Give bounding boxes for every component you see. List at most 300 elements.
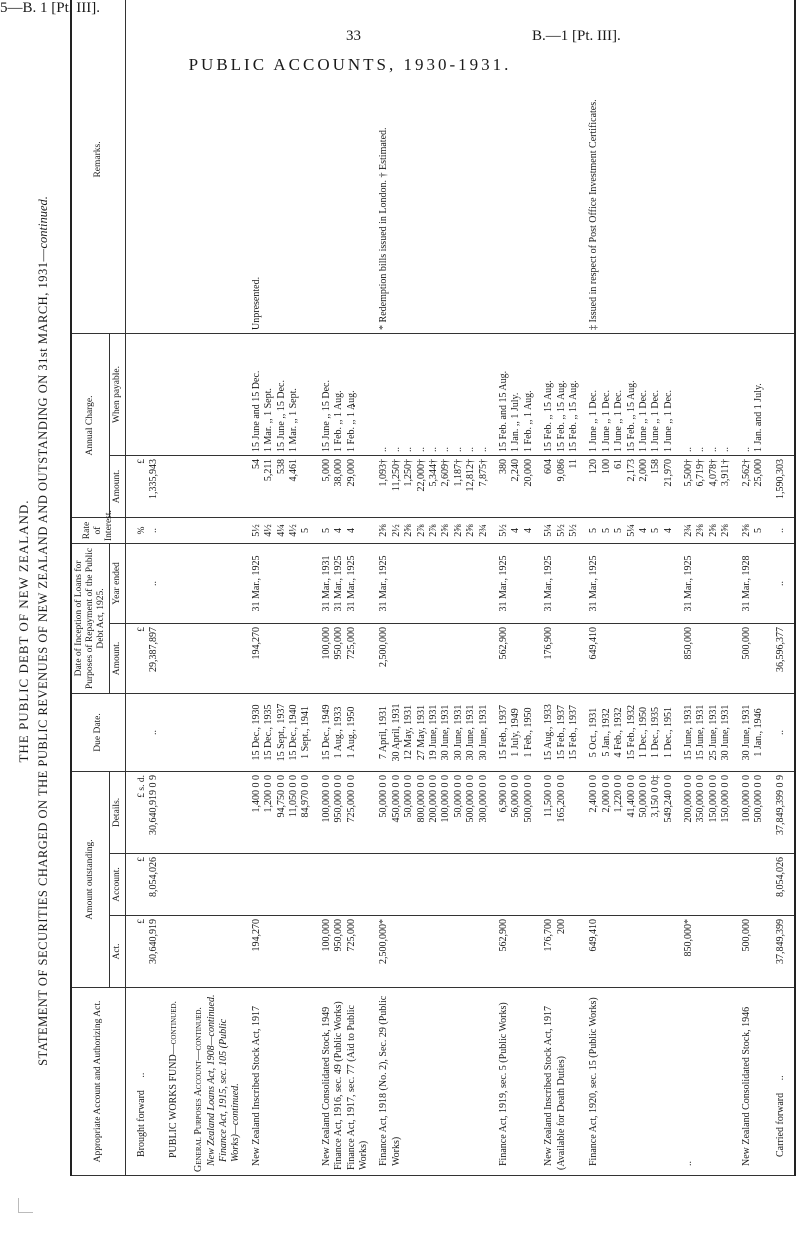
payable-line: .. [707, 446, 719, 452]
inception-amount-cell [243, 623, 313, 693]
payable-cell [580, 333, 675, 455]
due-date-line: 12 May, 1931 [403, 704, 415, 761]
inception-amount-value: 2,500,000 [378, 626, 390, 667]
due-date-line: 30 June, 1931 [477, 704, 489, 761]
inception-year-line: 31 Mar., 1931 [320, 555, 332, 612]
header-rate: Rate of Interest. [71, 517, 125, 543]
act-line: 200 [555, 919, 567, 934]
fund-heading: PUBLIC WORKS FUND—continued. [168, 1000, 180, 1158]
details-line: 11,050 0 0 [288, 774, 300, 818]
header-acct: Account. [109, 854, 125, 916]
account-line: Finance Act, 1920, sec. 15 (Public Works) [588, 997, 600, 1166]
payable-line: 1 Feb. ,, 1 Aug. [333, 390, 345, 452]
act-cell [535, 916, 580, 988]
loans-act-heading: New Zealand Loans Act, 1908—continued. [205, 994, 217, 1166]
header-account: Appropriate Account and Authorizing Act. [71, 988, 125, 1176]
due-date-line: 19 June, 1931 [428, 704, 440, 761]
bf-inc-year-dots: .. [148, 580, 160, 586]
bf-payable-cell [125, 333, 160, 455]
payable-line: .. [428, 446, 440, 452]
annual-amount-cell [675, 455, 733, 517]
account-heading: General Purposes Account—continued. [193, 1007, 205, 1172]
annual-amount-line: 61 [613, 458, 625, 469]
details-line: 725,000 0 0 [345, 774, 357, 823]
act-cell [675, 916, 733, 988]
security-group-row [243, 0, 313, 1176]
finance-1915-heading: Finance Act, 1915, sec. 105 (Public Works)—continued. [218, 1018, 242, 1162]
annual-amount-line: 9,086 [555, 458, 567, 482]
act-value: 500,000 [740, 919, 752, 952]
due-date-line: 1 Dec., 1935 [650, 706, 662, 759]
due-date-line: 15 Sept., 1937 [275, 703, 287, 762]
details-line: 3,150 0 0‡ [650, 774, 662, 818]
cf-due-cell [765, 693, 794, 771]
details-line: 450,000 0 0 [390, 774, 402, 823]
account-cell [243, 988, 313, 1176]
act-cell [313, 916, 371, 988]
payable-cell [490, 333, 535, 455]
remarks-cell [675, 0, 733, 333]
act-value: 194,270 [250, 919, 262, 952]
details-cell [243, 771, 313, 853]
brought-forward-dots: .. [135, 1072, 147, 1078]
cf-payable-cell [765, 333, 794, 455]
details-line: 2,400 0 0 [588, 774, 600, 813]
details-line: 200,000 0 0 [428, 774, 440, 823]
annual-amount-line: 158 [650, 458, 662, 474]
rate-cell [313, 517, 371, 543]
publication-title: PUBLIC ACCOUNTS, 1930-1931. [188, 55, 512, 74]
account-cell [313, 988, 371, 1176]
annual-amount-line: 12,812† [465, 458, 477, 492]
due-date-line: 15 Dec., 1940 [288, 704, 300, 761]
inception-amount-line: 100,000 [320, 626, 332, 660]
unit-details: £ s. d. [136, 774, 147, 798]
annual-amount-line: 20,000 [522, 458, 534, 487]
payable-line: 1 June ,, 1 Dec. [637, 390, 649, 452]
due-date-cell [313, 693, 371, 771]
account-cell [580, 988, 675, 1176]
payable-line: .. [440, 446, 452, 452]
payable-line: 1 Mar. ,, 1 Sept. [263, 388, 275, 452]
details-line: 500,000 0 0 [753, 774, 765, 823]
payable-line: .. [415, 446, 427, 452]
rate-line: 2⅝ [740, 524, 752, 537]
bf-inc-amount: 29,387,897 [148, 626, 160, 672]
rate-line: 4½ [288, 524, 300, 537]
rate-line: 5½ [250, 524, 262, 537]
details-line: 50,000 0 0 [378, 774, 390, 818]
remarks-cell [490, 0, 535, 333]
inception-amount-value: 562,900 [497, 626, 509, 660]
bf-act-cell [125, 916, 160, 988]
statement-title: THE PUBLIC DEBT OF NEW ZEALAND. [16, 499, 31, 763]
inception-year-line: 31 Mar., 1925 [345, 555, 357, 612]
payable-line: 1 Feb. ,, 1 Aug. [522, 390, 534, 452]
inception-amount-line: 950,000 [333, 626, 345, 660]
details-line: 100,000 0 0 [440, 774, 452, 823]
remarks-cell [370, 0, 490, 333]
account-cell [733, 988, 766, 1176]
annual-amount-line: 38,000 [333, 458, 345, 487]
payable-line: 15 June ,, 15 Dec. [320, 380, 332, 452]
rotated-statement [16, 86, 787, 1176]
due-date-line: 1 Dec., 1950 [637, 706, 649, 759]
remarks-cell [580, 0, 675, 333]
due-date-line: 30 June, 1931 [465, 704, 477, 761]
remarks-cell [733, 0, 766, 333]
rate-cell [733, 517, 766, 543]
account-line: Finance Act, 1919, sec. 5 (Public Works) [497, 1002, 509, 1166]
details-line: 50,000 0 0 [452, 774, 464, 818]
inception-amount-value: 649,410 [588, 626, 600, 660]
payable-cell [313, 333, 371, 455]
act-line: 725,000 [345, 919, 357, 952]
payable-line: 1 June ,, 1 Dec. [613, 390, 625, 452]
payable-line: .. [740, 446, 752, 452]
inception-year-value: 31 Mar., 1925 [588, 555, 600, 612]
inception-amount-cell [675, 623, 733, 693]
payable-line: 15 Feb. ,, 15 Aug. [625, 380, 637, 452]
account-amount-cell [580, 854, 675, 916]
rate-line: 4 [522, 527, 534, 533]
rate-line: 2⅞ [415, 524, 427, 537]
cf-details-cell [765, 771, 794, 853]
inception-amount-line: 725,000 [345, 626, 357, 660]
annual-amount-line: 2,173 [625, 458, 637, 482]
payable-line: .. [403, 446, 415, 452]
bf-inc-amount-cell [125, 623, 160, 693]
rate-line: 4 [345, 527, 357, 533]
due-date-line: 15 Dec., 1930 [250, 704, 262, 761]
due-date-line: 7 April, 1931 [378, 705, 390, 760]
annual-amount-cell [313, 455, 371, 517]
act-cell [370, 916, 490, 988]
details-cell [733, 771, 766, 853]
bf-account: 8,054,026 [148, 857, 160, 897]
payable-line: 15 Feb. ,, 15 Aug. [543, 380, 555, 452]
inception-year-cell [370, 543, 490, 623]
details-cell [313, 771, 371, 853]
bf-inc-year-cell [125, 543, 160, 623]
cf-label: Carried forward .. [775, 1075, 787, 1157]
account-amount-cell [370, 854, 490, 916]
due-date-line: 30 June, 1931 [740, 704, 752, 761]
cf-details: 37,849,399 0 9 [775, 774, 787, 835]
payable-cell [370, 333, 490, 455]
due-date-line: 30 June, 1931 [720, 704, 732, 761]
details-line: 50,000 0 0 [403, 774, 415, 818]
bf-details: 30,640,919 0 9 [148, 774, 160, 835]
details-line: 150,000 0 0 [720, 774, 732, 823]
inception-year-value: 31 Mar., 1925 [683, 555, 695, 612]
payable-line: .. [378, 446, 390, 452]
due-date-cell [490, 693, 535, 771]
inception-amount-cell [370, 623, 490, 693]
payable-line: 1 Jan. and 1 July. [753, 383, 765, 452]
due-date-line: 30 April, 1931 [390, 703, 402, 762]
inception-year-value: 31 Mar., 1925 [250, 555, 262, 612]
payable-line: 1 Feb. ,, 1 Aug. [345, 390, 357, 452]
act-line: 950,000 [333, 919, 345, 952]
corner-mark [18, 1198, 33, 1213]
due-date-line: 27 May, 1931 [415, 704, 427, 761]
inception-year-cell [580, 543, 675, 623]
annual-amount-line: 4,461 [288, 458, 300, 482]
annual-amount-cell [580, 455, 675, 517]
payable-line: 1 June ,, 1 Dec. [650, 390, 662, 452]
act-cell [580, 916, 675, 988]
account-amount-cell [733, 854, 766, 916]
brought-forward-cell [125, 988, 160, 1176]
rate-line: 4 [510, 527, 522, 533]
rate-line: 4½ [263, 524, 275, 537]
inception-year-cell [675, 543, 733, 623]
payable-cell [733, 333, 766, 455]
annual-amount-line: 11,250† [390, 458, 402, 492]
rate-line: 2⅝ [720, 524, 732, 537]
due-date-line: 5 Jan., 1932 [600, 708, 612, 757]
account-cell [490, 988, 535, 1176]
security-group-row [580, 0, 675, 1176]
inception-amount-cell [313, 623, 371, 693]
rate-cell [490, 517, 535, 543]
rate-line: 5 [300, 527, 312, 533]
due-date-line: 1 Jan., 1946 [753, 708, 765, 757]
details-line: 94,750 0 0 [275, 774, 287, 818]
due-date-line: 15 Dec., 1935 [263, 704, 275, 761]
details-line: 41,400 0 0 [625, 774, 637, 818]
inception-amount-value: 500,000 [740, 626, 752, 660]
annual-amount-line: 2,609† [440, 458, 452, 487]
cf-remarks-cell [765, 0, 794, 333]
security-group-row [535, 0, 580, 1176]
payable-line: .. [720, 446, 732, 452]
payable-line: .. [390, 446, 402, 452]
annual-amount-cell [490, 455, 535, 517]
header-inc-year: Year ended [109, 543, 125, 623]
details-cell [490, 771, 535, 853]
bf-act: 30,640,919 [148, 919, 160, 964]
payable-line: 15 Feb. and 15 Aug. [497, 370, 509, 452]
details-line: 56,000 0 0 [510, 774, 522, 818]
rate-line: 2⅝ [403, 524, 415, 537]
account-amount-cell [535, 854, 580, 916]
header-remarks: Remarks. [71, 0, 125, 333]
rate-line: 2⅝ [465, 524, 477, 537]
rate-cell [370, 517, 490, 543]
details-line: 300,000 0 0 [477, 774, 489, 823]
payable-cell [675, 333, 733, 455]
inception-amount-value: 194,270 [250, 626, 262, 660]
inception-year-cell [733, 543, 766, 623]
statement-subtitle-main: STATEMENT OF SECURITIES CHARGED ON THE PUBLIC REVENUES OF NEW ZEALAND AND OUTSTANDING ON 31st MARCH, 1931— [36, 248, 50, 1066]
annual-amount-line: 29,000 [345, 458, 357, 487]
inception-amount-cell [490, 623, 535, 693]
statement-subtitle [36, 86, 51, 1176]
details-cell [535, 771, 580, 853]
details-line: 50,000 0 0 [637, 774, 649, 818]
details-line: 950,000 0 0 [333, 774, 345, 823]
rate-line: 2⅜ [695, 524, 707, 537]
payable-line: .. [477, 446, 489, 452]
act-value: 562,900 [497, 919, 509, 952]
annual-amount-line: 21,970 [662, 458, 674, 487]
account-line: .. [683, 1161, 695, 1166]
rate-line: 2⅝ [452, 524, 464, 537]
unit-pound: £ [136, 857, 147, 862]
brought-forward-label [136, 991, 148, 1172]
details-line: 1,200 0 0 [263, 774, 275, 813]
bf-remarks-cell [125, 0, 160, 333]
inception-amount-value: 850,000 [683, 626, 695, 660]
document-reference-bottom: 5—B. 1 [Pt. III]. [0, 0, 100, 16]
unit-pound: £ [136, 919, 147, 924]
payable-line: .. [465, 446, 477, 452]
act-cell [243, 916, 313, 988]
headings-row [160, 0, 242, 1176]
annual-amount-line: 4,078† [707, 458, 719, 487]
due-date-line: 15 Feb., 1932 [625, 704, 637, 760]
rate-line: 5 [320, 527, 332, 533]
details-line: 200,000 0 0 [683, 774, 695, 823]
payable-line: 15 Feb. ,, 15 Aug. [567, 380, 579, 452]
header-payable: When payable. [109, 333, 125, 455]
remarks-cell [535, 0, 580, 333]
cf-due-dots: .. [775, 729, 787, 735]
rate-line: 2¾ [683, 524, 695, 537]
header-annual-charge: Annual Charge. [71, 333, 109, 517]
payable-line: 15 June and 15 Dec. [250, 370, 262, 452]
annual-amount-line: 22,000† [415, 458, 427, 492]
inception-year-value: 31 Mar., 1925 [543, 555, 555, 612]
rate-line: 5½ [567, 524, 579, 537]
unit-pound: £ [136, 458, 147, 464]
due-date-line: 15 Feb., 1937 [555, 704, 567, 760]
details-line: 6,900 0 0 [497, 774, 509, 813]
inception-year-cell [313, 543, 371, 623]
rate-line: 5 [613, 527, 625, 533]
rate-line: 4 [333, 527, 345, 533]
bf-details-cell [125, 771, 160, 853]
due-date-line: 1 Aug., 1933 [333, 706, 345, 759]
account-line: Finance Act, 1917, sec. 77 (Aid to Public Works) [345, 1005, 370, 1170]
annual-amount-line: 2,562† [740, 458, 752, 487]
details-cell [675, 771, 733, 853]
carried-forward-row [765, 0, 794, 1176]
inception-year-value: 31 Mar., 1925 [378, 555, 390, 612]
annual-amount-line: 11 [567, 458, 579, 469]
security-group-row [313, 0, 371, 1176]
account-amount-cell [490, 854, 535, 916]
payable-line: .. [695, 446, 707, 452]
remarks-cell [313, 0, 371, 333]
remarks-value: * Redemption bills issued in London. † Estimated. [378, 127, 390, 330]
bf-due-dots: .. [148, 729, 160, 735]
header-details: Details. [109, 771, 125, 853]
due-date-line: 4 Feb., 1932 [613, 707, 625, 758]
due-date-line: 25 June, 1931 [707, 704, 719, 761]
payable-line: 15 Feb. ,, 15 Aug. [555, 380, 567, 452]
unit-pound: £ [136, 626, 147, 632]
cf-account: 8,054,026 [775, 857, 787, 897]
account-amount-cell [313, 854, 371, 916]
act-cell [733, 916, 766, 988]
rate-line: 2⅝ [378, 524, 390, 537]
due-date-line: 1 Aug., 1950 [345, 706, 357, 759]
details-cell [580, 771, 675, 853]
rate-cell [580, 517, 675, 543]
details-line: 350,000 0 0 [695, 774, 707, 823]
annual-amount-line: 380 [497, 458, 509, 474]
security-group-row [733, 0, 766, 1176]
payable-cell [535, 333, 580, 455]
details-line: 1,400 0 0 [250, 774, 262, 813]
due-date-line: 1 Dec., 1951 [662, 706, 674, 759]
rate-line: 2¾ [477, 524, 489, 537]
payable-line: .. [683, 446, 695, 452]
due-date-cell [535, 693, 580, 771]
details-line: 100,000 0 0 [740, 774, 752, 823]
due-date-line: 15 Feb., 1937 [497, 704, 509, 760]
payable-line: 1 June ,, 1 Dec. [600, 390, 612, 452]
bf-due-cell [125, 693, 160, 771]
cf-annual-cell [765, 455, 794, 517]
annual-amount-line: 3,911† [720, 458, 732, 487]
annual-amount-line: 100 [600, 458, 612, 474]
details-line: 800,000 0 0 [415, 774, 427, 823]
cf-inc-amount: 36,596,377 [775, 626, 787, 672]
rate-line: 4 [637, 527, 649, 533]
bf-annual: 1,335,943 [148, 458, 160, 499]
annual-amount-line: 1,093† [378, 458, 390, 487]
account-line: Finance Act, 1918 (No. 2), Sec. 29 (Public Works) [378, 995, 402, 1166]
account-line: New Zealand Inscribed Stock Act, 1917 [543, 1006, 555, 1166]
details-line: 500,000 0 0 [522, 774, 534, 823]
inception-amount-cell [733, 623, 766, 693]
due-date-line: 15 June, 1931 [695, 704, 707, 761]
unit-percent: % [136, 526, 147, 535]
rate-line: 5¼ [543, 524, 555, 537]
bf-account-cell [125, 854, 160, 916]
remarks-value: ‡ Issued in respect of Post Office Investment Certificates. [588, 99, 600, 330]
due-date-line: 15 Feb., 1937 [567, 704, 579, 760]
rate-line: 2⅞ [428, 524, 440, 537]
rate-line: 5 [588, 527, 600, 533]
cf-inc-year-dots: .. [775, 580, 787, 586]
due-date-cell [733, 693, 766, 771]
details-line: 1,220 0 0 [613, 774, 625, 813]
inception-amount-cell [580, 623, 675, 693]
annual-amount-line: 25,000 [753, 458, 765, 487]
annual-amount-line: 5,000 [320, 458, 332, 482]
account-cell [675, 988, 733, 1176]
securities-table [70, 0, 796, 1176]
annual-amount-cell [243, 455, 313, 517]
remarks-cell [243, 0, 313, 333]
rate-line: 4 [662, 527, 674, 533]
account-cell [535, 988, 580, 1176]
annual-amount-line: 538 [275, 458, 287, 474]
annual-amount-line: 7,875† [477, 458, 489, 487]
rate-line: 5¼ [625, 524, 637, 537]
due-date-line: 1 Feb., 1950 [522, 707, 534, 758]
cf-rate-dots: .. [775, 527, 787, 533]
account-line: New Zealand Consolidated Stock, 1949 [320, 1006, 332, 1166]
rate-line: 5 [600, 527, 612, 533]
payable-line: 15 June ,, 15 Dec. [275, 380, 287, 452]
account-line: Finance Act, 1916, sec. 49 (Public Works) [333, 1001, 345, 1170]
